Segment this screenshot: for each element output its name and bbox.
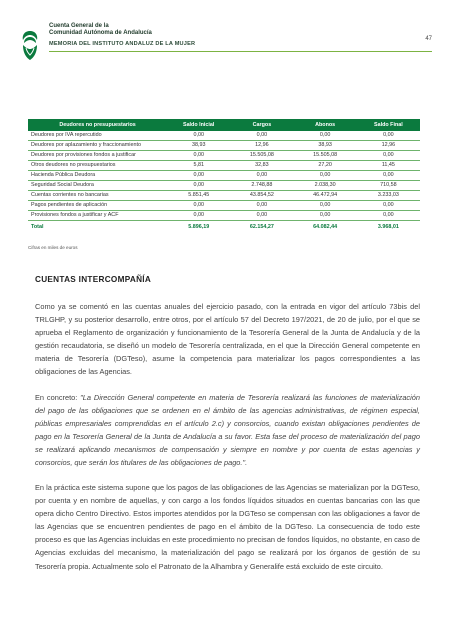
cell-value: 11,45 [357, 161, 420, 171]
cell-value: 0,00 [357, 151, 420, 161]
cell-value: 0,00 [167, 201, 230, 211]
paragraph-lead: En concreto: [35, 393, 81, 402]
table-row [28, 191, 420, 201]
table-row [28, 161, 420, 171]
table-row [28, 131, 420, 141]
cell-value: 0,00 [294, 171, 357, 181]
cell-value: 0,00 [167, 131, 230, 141]
cell-value: 710,58 [357, 181, 420, 191]
cell-value: 5,81 [167, 161, 230, 171]
table-header-row [28, 119, 420, 131]
cell-value: 3.233,03 [357, 191, 420, 201]
cell-value: 0,00 [230, 211, 293, 221]
column-header: Deudores no presupuestarios [28, 119, 167, 131]
column-header: Saldo Inicial [167, 119, 230, 131]
cell-value: 2.748,88 [230, 181, 293, 191]
column-header: Saldo Final [357, 119, 420, 131]
cell-value: 5.851,45 [167, 191, 230, 201]
table-row [28, 151, 420, 161]
cell-value: 0,00 [294, 201, 357, 211]
row-label: Otros deudores no presupuestarios [28, 161, 167, 171]
cell-value: 46.472,94 [294, 191, 357, 201]
cell-value: 0,00 [230, 201, 293, 211]
organization-name: Cuenta General de la Comunidad Autónoma de Andalucía [49, 23, 152, 36]
cell-value: 38,93 [294, 141, 357, 151]
legal-quote: "La Dirección General competente en materia de Tesorería realizará las funciones de materialización del pago de las obligaciones que se ordenen en el ámbito de las agencias administrativas, de régimen especial, públicas empresariales comprendidas en el artículo 2.c) y consorcios, cuando existan obligaciones pendientes de pago en la Tesorería General de la Junta de Andalucía a su favor. Esta fase del proceso de materialización del pago se realizará aplicando mecanismos de compensación y siempre en nombre y por cuenta de estas agencias y consorcios, que serán los titulares de las obligaciones de pago.". [35, 393, 420, 468]
row-label: Deudores por IVA repercutido [28, 131, 167, 141]
table-row [28, 171, 420, 181]
document-subtitle: MEMORIA DEL INSTITUTO ANDALUZ DE LA MUJER [49, 41, 196, 47]
total-value: 5.896,19 [188, 224, 210, 230]
cell-value: 0,00 [167, 151, 230, 161]
table-total-row [28, 221, 420, 233]
junta-andalucia-logo [20, 28, 40, 62]
row-label: Seguridad Social Deudora [28, 181, 167, 191]
cell-value: 0,00 [294, 131, 357, 141]
cell-value: 2.038,30 [294, 181, 357, 191]
cell-value: 15.505,08 [294, 151, 357, 161]
row-label: Deudores por provisiones fondos a justificar [28, 151, 167, 161]
section-heading: CUENTAS INTERCOMPAÑÍA [35, 275, 152, 284]
cell-value: 15.505,08 [230, 151, 293, 161]
table-row [28, 141, 420, 151]
cell-value: 0,00 [167, 171, 230, 181]
cell-value: 27,20 [294, 161, 357, 171]
cell-value: 0,00 [167, 211, 230, 221]
header-divider [49, 51, 432, 52]
table-footnote: Cifras en miles de euros [28, 245, 78, 250]
cell-value: 32,83 [230, 161, 293, 171]
total-value: 62.154,27 [249, 224, 274, 230]
cell-value: 0,00 [357, 201, 420, 211]
cell-value: 0,00 [230, 131, 293, 141]
cell-value: 0,00 [357, 171, 420, 181]
row-label: Cuentas corrientes no bancarias [28, 191, 167, 201]
cell-value: 0,00 [357, 131, 420, 141]
cell-value: 0,00 [230, 171, 293, 181]
column-header: Abonos [294, 119, 357, 131]
table-row [28, 211, 420, 221]
table-row [28, 201, 420, 211]
paragraph: En la práctica este sistema supone que los pagos de las obligaciones de las Agencias se materializan por la DGTeso, por cuenta y en nombre de aquellas, y con cargo a los fondos líquidos situados en cuentas bancarias con las que opera dicho Centro Directivo. Estos importes atendidos por la DGTeso se compensan con las obligaciones a favor de las Agencias que se encuentren pendientes de pago en el ámbito de la DGTeso. La consecuencia de todo este proceso es que las Agencias incluidas en este procedimiento no precisan de fondos líquidos, no obstante, en caso de Agencias excluidas del mecanismo, la materialización del pago se realizará por los órganos de gestión de su Tesorería propia. Actualmente solo el Patronato de la Alhambra y Generalife está excluido de este circuito. [35, 483, 420, 571]
row-label: Deudores por aplazamiento y fraccionamiento [28, 141, 167, 151]
paragraph: Como ya se comentó en las cuentas anuales del ejercicio pasado, con la entrada en vigor del artículo 73bis del TRLGHP, y su posterior desarrollo, entre otros, por el artículo 57 del Decreto 197/2021, de 20 de julio, por el que se aprueba el Reglamento de organización y funcionamiento de la Tesorería General de la Junta de Andalucía y de la gestión recaudatoria, se diseñó un modelo de Tesorería centralizada, en el que la Dirección General competente en materia de Tesorería (DGTeso), asume la competencia para materializar los pagos correspondientes a las obligaciones de las Agencias. [35, 302, 420, 377]
cell-value: 12,96 [357, 141, 420, 151]
row-label: Pagos pendientes de aplicación [28, 201, 167, 211]
cell-value: 43.854,52 [230, 191, 293, 201]
table-row [28, 181, 420, 191]
debtors-table [28, 119, 420, 232]
cell-value: 0,00 [294, 211, 357, 221]
column-header: Cargos [230, 119, 293, 131]
cell-value: 38,93 [167, 141, 230, 151]
row-label: Provisiones fondos a justificar y ACF [28, 211, 167, 221]
cell-value: 0,00 [167, 181, 230, 191]
total-label: Total [31, 224, 44, 230]
total-value: 3.968,01 [377, 224, 399, 230]
page-number: 47 [425, 36, 432, 42]
quoted-paragraph [35, 391, 420, 470]
cell-value: 0,00 [357, 211, 420, 221]
cell-value: 12,96 [230, 141, 293, 151]
row-label: Hacienda Pública Deudora [28, 171, 167, 181]
total-value: 64.082,44 [313, 224, 338, 230]
